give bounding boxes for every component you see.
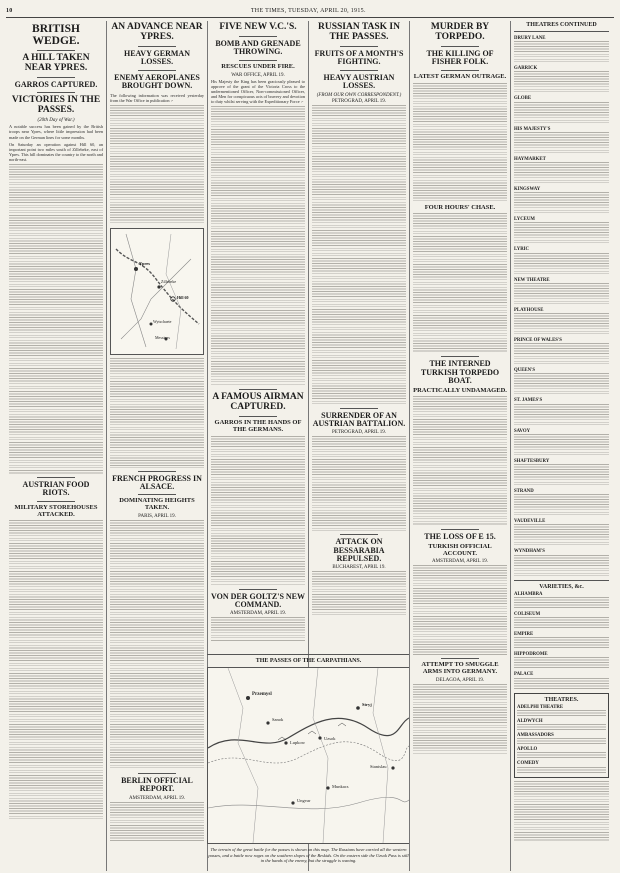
- article-paragraph: His Majesty the King has been graciously pleased to approve of the grant of the Victoria Cross to the undermentioned Officer, Non-commissioned Officer, and Men for conspicuous acts of bravery and devotion to duty whilst serving with the Expeditionary Force :-: [211, 78, 305, 104]
- map-label: Przemysl: [252, 692, 272, 698]
- theatre-listing: [514, 35, 609, 63]
- headline-garros-hands: GARROS IN THE HANDS OF THE GERMANS.: [214, 418, 302, 433]
- theatre-listing: [514, 518, 609, 546]
- theatre-listing: [514, 95, 609, 123]
- headline-advance: AN ADVANCE NEAR YPRES.: [111, 22, 203, 42]
- text-block: [312, 571, 406, 616]
- text-block: [9, 520, 103, 820]
- map-label: Munkacs: [332, 784, 349, 790]
- map-label: Messines: [155, 334, 170, 340]
- headline-four-hours: FOUR HOURS' CHASE.: [424, 203, 496, 211]
- dateline: AMSTERDAM, APRIL 19.: [129, 795, 185, 801]
- headline-turkish-torpedo: THE INTERNED TURKISH TORPEDO BOAT.: [420, 359, 500, 386]
- theatre-listing-name: LYRIC: [514, 247, 530, 253]
- theatre-listing-name: VAUDEVILLE: [514, 519, 546, 525]
- headline-latest-outrage: LATEST GERMAN OUTRAGE.: [413, 72, 507, 80]
- headline-airman: A FAMOUS AIRMAN CAPTURED.: [212, 392, 304, 412]
- theatre-listing: [514, 548, 609, 576]
- theatre-listing-name: NEW THEATRE: [514, 277, 550, 283]
- theatre-listing-name: SHAFTESBURY: [514, 458, 550, 464]
- theatre-listing: [514, 488, 609, 516]
- text-block: [514, 781, 609, 841]
- theatre-listing: [514, 277, 609, 305]
- headline-garros: GARROS CAPTURED.: [14, 80, 98, 90]
- theatres-box-title: THEATRES.: [544, 696, 579, 703]
- theatre-box-listing-name: COMEDY: [517, 761, 539, 767]
- variety-listing-name: EMPIRE: [514, 632, 534, 638]
- text-block: [9, 164, 103, 474]
- page-number: 10: [6, 7, 13, 14]
- map-label: Hill 60: [177, 294, 189, 300]
- masthead: [6, 6, 614, 18]
- text-block: [110, 802, 204, 842]
- theatres-header: THEATRES CONTINUED: [526, 22, 597, 28]
- map-label: Stanislau: [370, 764, 387, 770]
- variety-listing-name: COLISEUM: [514, 611, 541, 617]
- headline-surrender: SURRENDER OF AN AUSTRIAN BATTALION.: [312, 410, 406, 428]
- variety-listing: [514, 651, 609, 669]
- headline-fisher-folk: THE KILLING OF FISHER FOLK.: [426, 48, 494, 67]
- headline-aeroplanes: ENEMY AEROPLANES BROUGHT DOWN.: [114, 72, 200, 91]
- varieties-header: VARIETIES, &c.: [539, 583, 584, 590]
- text-block: [413, 565, 507, 655]
- theatre-box-listing: [517, 760, 606, 772]
- headline-food-riots: AUSTRIAN FOOD RIOTS.: [22, 480, 90, 498]
- theatre-listing-name: WYNDHAM'S: [514, 549, 545, 555]
- theatre-listing: [514, 246, 609, 274]
- theatre-box-listing-name: ALDWYCH: [517, 718, 543, 724]
- headline-turkish-account: TURKISH OFFICIAL ACCOUNT.: [428, 542, 492, 557]
- varieties-list: [514, 591, 609, 690]
- article-paragraph: The following information was received yesterday from the War Office in publication :-: [110, 92, 204, 103]
- dateline: PARIS, APRIL 19.: [138, 514, 176, 520]
- headline-austrian-losses: HEAVY AUSTRIAN LOSSES.: [323, 72, 395, 91]
- theatre-listing: [514, 65, 609, 93]
- map-label: Wytschaete: [153, 318, 172, 324]
- headline-rescues: RESCUES UNDER FIRE.: [221, 62, 295, 70]
- headline-loss-e15: THE LOSS OF E 15.: [424, 532, 496, 542]
- theatre-listing: [514, 216, 609, 244]
- headline-berlin-report: BERLIN OFFICIAL REPORT.: [121, 776, 193, 794]
- theatre-box-listing: [517, 746, 606, 758]
- variety-listing-name: HIPPODROME: [514, 652, 548, 658]
- map-label: Ypres: [139, 260, 151, 266]
- theatre-listing-name: QUEEN'S: [514, 368, 536, 374]
- text-block: [211, 617, 305, 642]
- theatre-box-listing-name: APOLLO: [517, 747, 538, 753]
- headline-british-wedge: BRITISH WEDGE.: [32, 23, 80, 48]
- map-caption: The terrain of the great battle for the passes is shown on this map. The Russians have carried all the western passes, and a battle now rages on the southern slopes of the Beskids. On the eastern side the Uzsok Pass is still in the hands of the enemy, but the struggle is waning.: [208, 847, 409, 864]
- headline-new-vc: FIVE NEW V.C.'S.: [219, 22, 297, 32]
- dateline: WAR OFFICE, APRIL 19.: [231, 72, 285, 78]
- headline-fruits: FRUITS OF A MONTH'S FIGHTING.: [314, 48, 404, 67]
- column-1: [6, 21, 107, 871]
- text-block: [413, 83, 507, 203]
- ypres-map: [110, 228, 204, 355]
- theatre-listing: [514, 126, 609, 154]
- variety-listing: [514, 591, 609, 609]
- theatre-listing: [514, 428, 609, 456]
- theatre-listing-name: HIS MAJESTY'S: [514, 126, 551, 132]
- text-block: [413, 396, 507, 526]
- theatre-listing-name: SAVOY: [514, 428, 531, 434]
- dateline: AMSTERDAM, APRIL 19.: [230, 611, 286, 617]
- theatre-listing-name: GLOBE: [514, 96, 532, 102]
- theatre-list: [514, 35, 609, 577]
- theatre-listing-name: GARRICK: [514, 66, 538, 72]
- column-5: [410, 21, 511, 871]
- dateline: PETROGRAD, APRIL 19.: [332, 98, 386, 104]
- theatre-listing: [514, 186, 609, 214]
- columns: [6, 21, 614, 871]
- dateline: AMSTERDAM, APRIL 19.: [432, 559, 488, 565]
- map-label: Zillebeke: [161, 278, 177, 284]
- headline-von-der-goltz: VON DER GOLTZ'S NEW COMMAND.: [211, 591, 306, 609]
- theatre-listing: [514, 337, 609, 365]
- variety-listing: [514, 671, 609, 689]
- text-block: [312, 436, 406, 531]
- theatre-listing: [514, 397, 609, 425]
- theatre-box-listing: [517, 704, 606, 716]
- text-block: [413, 213, 507, 353]
- variety-listing-name: ALHAMBRA: [514, 591, 543, 597]
- dateline: BUCHAREST, APRIL 19.: [332, 565, 386, 571]
- text-block: [312, 105, 406, 405]
- headline-storehouses: MILITARY STOREHOUSES ATTACKED.: [14, 503, 98, 518]
- variety-listing-name: PALACE: [514, 672, 534, 678]
- theatre-box-listing-name: AMBASSADORS: [517, 733, 554, 739]
- text-block: [211, 106, 305, 386]
- headline-bessarabia: ATTACK ON BESSARABIA REPULSED.: [333, 537, 385, 564]
- theatre-listing: [514, 367, 609, 395]
- theatre-box-listing: [517, 732, 606, 744]
- variety-listing: [514, 611, 609, 629]
- theatre-listing: [514, 156, 609, 184]
- column-2: [107, 21, 208, 871]
- theatre-listing-name: LYCEUM: [514, 217, 535, 223]
- headline-heavy-losses: HEAVY GERMAN LOSSES.: [123, 48, 190, 67]
- theatre-listing-name: HAYMARKET: [514, 156, 546, 162]
- paper-title: THE TIMES, TUESDAY, APRIL 20, 1915.: [250, 7, 366, 14]
- map-title: THE PASSES OF THE CARPATHIANS.: [255, 658, 362, 664]
- theatres-box-list: [517, 704, 606, 773]
- theatre-listing: [514, 458, 609, 486]
- text-block: [413, 684, 507, 754]
- theatre-listing-name: ST. JAMES'S: [514, 398, 543, 404]
- text-block: [211, 436, 305, 586]
- dateline: DELAGOA, APRIL 19.: [435, 677, 485, 683]
- theatre-listing-name: STRAND: [514, 489, 534, 495]
- theatre-listing-name: PRINCE OF WALES'S: [514, 338, 562, 344]
- map-label: Lupkow: [290, 740, 305, 746]
- theatre-listing-name: DRURY LANE: [514, 36, 546, 41]
- headline-victories: VICTORIES IN THE PASSES.: [11, 95, 101, 116]
- map-label: Stryj: [362, 702, 372, 708]
- column-4: [309, 21, 410, 871]
- article-paragraph: On Saturday an operation against Hill 60, an important point two miles south of Zillebeke, east of Ypres. This hill dominates the country to the north and north-east.: [9, 141, 103, 162]
- map-label: Uzsok: [324, 736, 336, 742]
- theatre-listing-name: PLAYHOUSE: [514, 307, 544, 313]
- headline-alsace: FRENCH PROGRESS IN ALSACE.: [112, 473, 202, 492]
- theatres-box: [514, 693, 609, 778]
- theatre-box-listing-name: ADELPHI THEATRE: [517, 704, 564, 710]
- headline-undamaged: PRACTICALLY UNDAMAGED.: [413, 386, 507, 394]
- article-paragraph: A notable success has been gained by the British troops near Ypres, where little impression had been made on the German lines for some months.: [9, 124, 103, 140]
- text-block: [110, 358, 204, 468]
- map-label: Sanok: [272, 717, 284, 723]
- headline-heights: DOMINATING HEIGHTS TAKEN.: [119, 497, 195, 512]
- column-6-advertisements: [511, 21, 612, 871]
- headline-hill-taken: A HILL TAKEN NEAR YPRES.: [22, 53, 90, 74]
- headline-bomb: BOMB AND GRENADE THROWING.: [215, 38, 301, 57]
- map-label: Ungvar: [297, 798, 311, 804]
- subnote: (FROM OUR OWN CORRESPONDENT.): [316, 92, 402, 98]
- theatre-listing: [514, 307, 609, 335]
- headline-murder-torpedo: MURDER BY TORPEDO.: [430, 22, 490, 42]
- variety-listing: [514, 631, 609, 649]
- subnote: (20th Day of War.): [37, 118, 75, 124]
- headline-russian-task: RUSSIAN TASK IN THE PASSES.: [317, 22, 400, 42]
- headline-smuggle-arms: ATTEMPT TO SMUGGLE ARMS INTO GERMANY.: [421, 661, 499, 676]
- dateline: PETROGRAD, APRIL 19.: [332, 430, 386, 436]
- theatre-box-listing: [517, 718, 606, 730]
- theatre-listing-name: KINGSWAY: [514, 187, 541, 193]
- text-block: [110, 520, 204, 770]
- text-block: [110, 105, 204, 225]
